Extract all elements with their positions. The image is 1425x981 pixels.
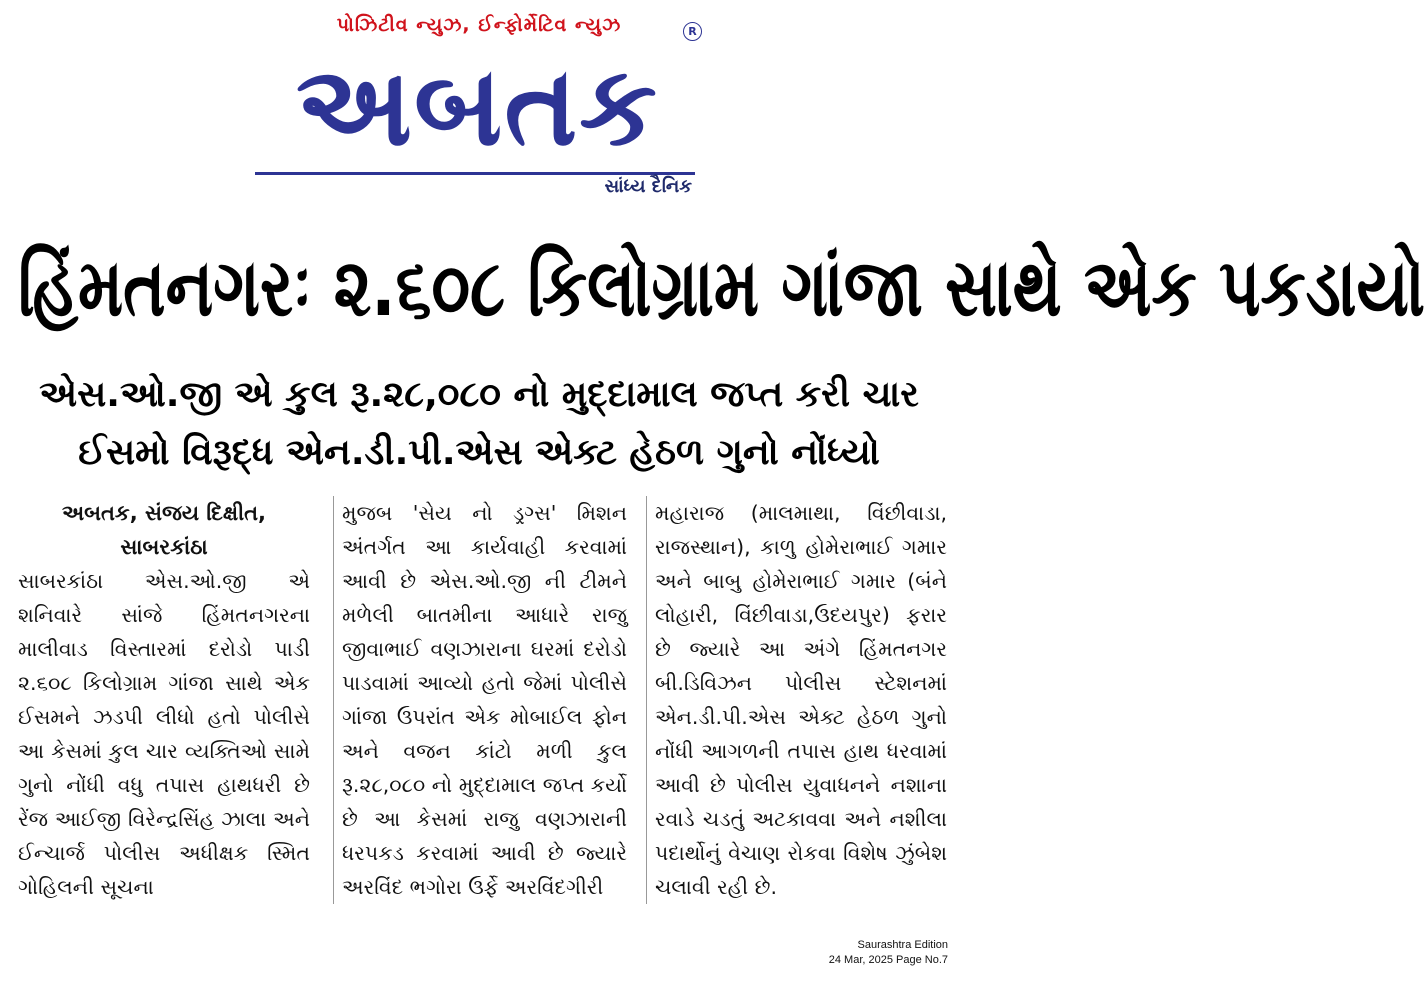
article-headline: હિંમતનગરઃ ૨.૬૦૮ કિલોગ્રામ ગાંજા સાથે એક પકડાયો: [18, 242, 1425, 336]
registered-mark-icon: R: [683, 22, 702, 41]
newspaper-logo: અબતક: [296, 42, 659, 170]
column-3-text: મહારાજ (માલમાથા, વિંછીવાડા, રાજસ્થાન), કાળુ હોમેરાભાઈ ગમાર અને બાબુ હોમેરાભાઈ ગમાર (બંને લોહારી, વિંછીવાડા,ઉદયપુર) ફરાર છે જ્યારે આ અંગે હિંમતનગર બી.ડિવિઝન પોલીસ સ્ટેશનમાં એન.ડી.પી.એસ એક્ટ હેઠળ ગુનો નોંધી આગળની તપાસ હાથ ધરવામાં આવી છે પોલીસ યુવાધનને નશાના રવાડે ચડતું અટકાવવા અને નશીલા પદાર્થોનું વેચાણ રોકવા વિશેષ ઝુંબેશ ચલાવી રહી છે.: [655, 501, 947, 899]
masthead-tagline: પોઝિટીવ ન્યુઝ, ઈન્ફોર્મેટિવ ન્યુઝ: [336, 14, 622, 36]
article-subheadline-line1: એસ.ઓ.જી એ કુલ રૂ.૨૮,૦૮૦ નો મુદ્દામાલ જપ્ત કરી ચાર: [39, 374, 919, 415]
article-subheadline-line2: ઈસમો વિરૂદ્ધ એન.ડી.પી.એસ એક્ટ હેઠળ ગુનો નોંધ્યો: [78, 432, 880, 473]
column-1-text: સાબરકાંઠા એસ.ઓ.જી એ શનિવારે સાંજે હિંમતનગરના માલીવાડ વિસ્તારમાં દરોડો પાડી ૨.૬૦૮ કિલોગ્રામ ગાંજા સાથે એક ઈસમને ઝડપી લીધો હતો પોલીસે આ કેસમાં કુલ ચાર વ્યક્તિઓ સામે ગુનો નોંધી વધુ તપાસ હાથધરી છે રેંજ આઈજી વિરેન્દ્રસિંહ ઝાલા અને ઈન્ચાર્જ પોલીસ અધીક્ષક સ્મિત ગોહિલની સૂચના: [18, 569, 310, 899]
column-2-text: મુજબ 'સેય નો ડ્રગ્સ' મિશન અંતર્ગત આ કાર્યવાહી કરવામાં આવી છે એસ.ઓ.જી ની ટીમને મળેલી બાતમીના આધારે રાજુ જીવાભાઈ વણઝારાના ઘરમાં દરોડો પાડવામાં આવ્યો હતો જેમાં પોલીસે ગાંજા ઉપરાંત એક મોબાઈલ ફોન અને વજન કાંટો મળી કુલ રૂ.૨૮,૦૮૦ નો મુદ્દામાલ જપ્ત કર્યો છે આ કેસમાં રાજુ વણઝારાની ધરપકડ કરવામાં આવી છે જ્યારે અરવિંદ ભગોરા ઉર્ફે અરવિંદગીરી: [342, 501, 627, 899]
masthead: [0, 0, 958, 215]
masthead-subtitle: સાંધ્ય દૈનિક: [604, 176, 692, 197]
edition-date-page: 24 Mar, 2025 Page No.7: [828, 954, 948, 966]
edition-name: Saurashtra Edition: [857, 939, 948, 951]
logo-underline: [255, 172, 695, 175]
article-column-1: [18, 496, 310, 904]
article-column-3: [646, 496, 947, 904]
byline-location: સાબરકાંઠા: [120, 535, 208, 559]
byline-author: અબતક, સંજય દિક્ષીત,: [61, 501, 267, 525]
article-column-2: [333, 496, 627, 904]
edition-footer: [829, 938, 948, 968]
